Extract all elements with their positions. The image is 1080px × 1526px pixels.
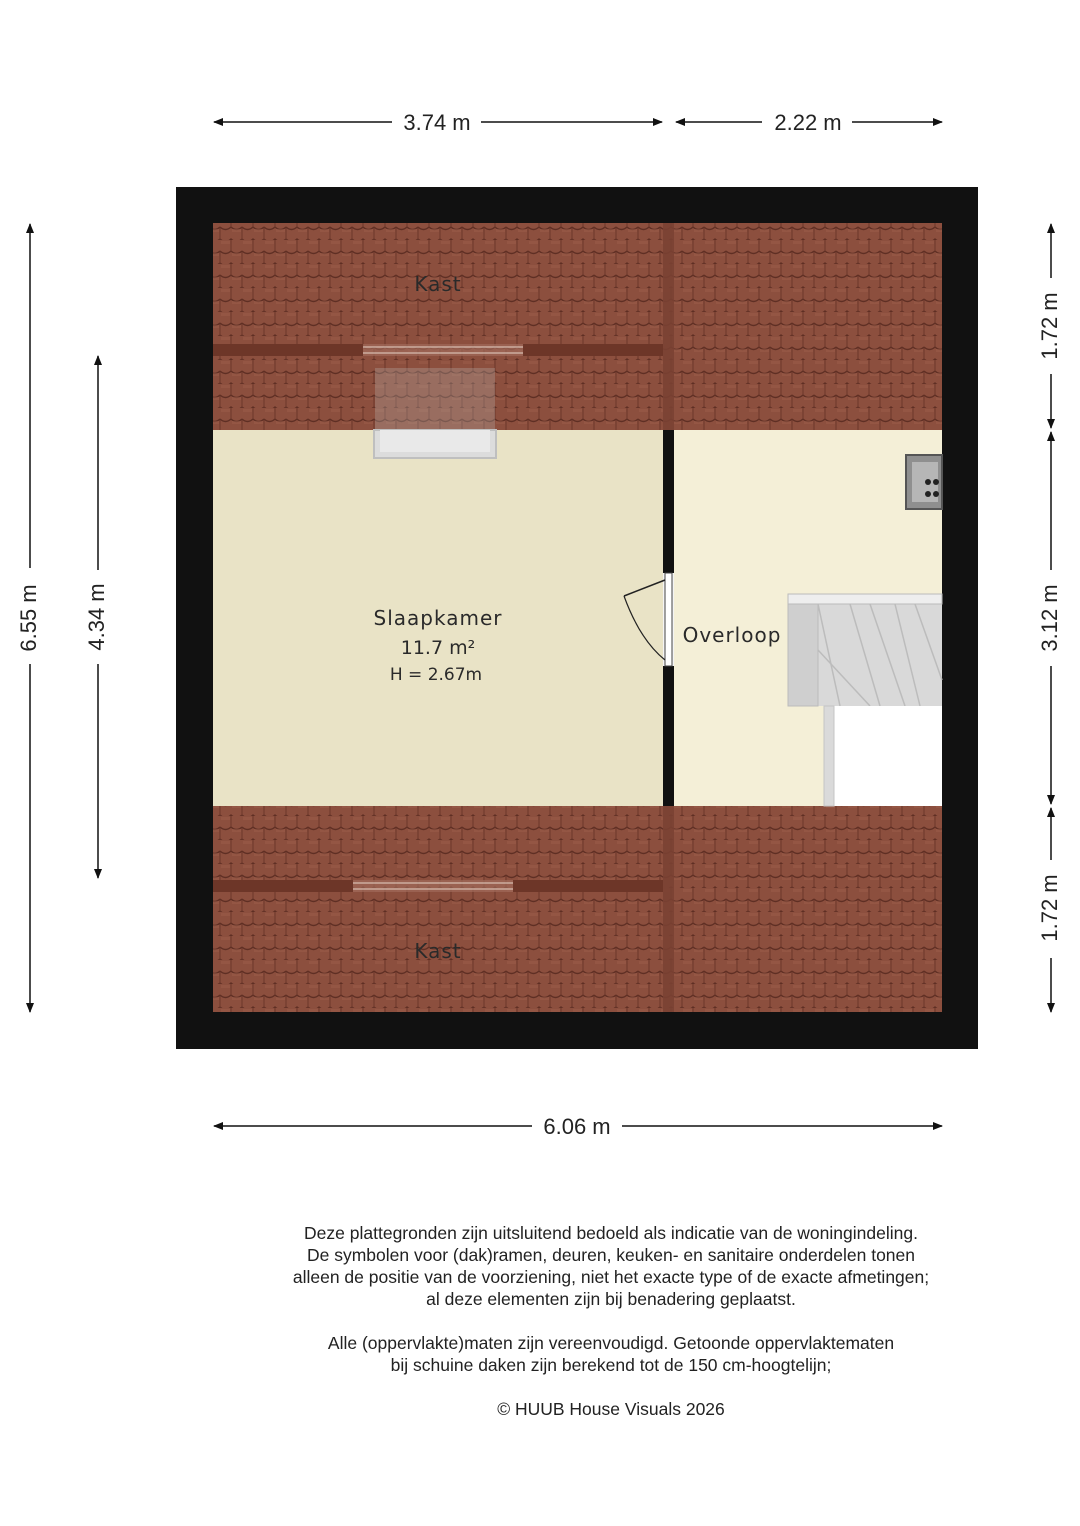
roof-seam-bottom [663, 806, 674, 1012]
kast-door-top [363, 344, 523, 356]
slaapkamer-height: H = 2.67m [389, 665, 483, 685]
disclaimer [200, 1222, 1022, 1420]
disclaimer-line: Alle (oppervlakte)maten zijn vereenvoudigd. Getoonde oppervlaktematen [327, 1333, 895, 1353]
disclaimer-line: al deze elementen zijn bij benadering geplaatst. [426, 1289, 796, 1309]
kast-wall-top-right [523, 344, 663, 356]
dim-right-bottom [1037, 808, 1062, 1012]
dim-bottom [214, 1114, 942, 1139]
copyright: © HUUB House Visuals 2026 [497, 1399, 725, 1419]
dim-left-inner-label: 4.34 m [83, 583, 109, 651]
slaapkamer-label: Slaapkamer [373, 606, 503, 630]
dim-left-outer [16, 224, 41, 1012]
disclaimer-line: alleen de positie van de voorziening, niet het exacte type of de exacte afmetingen; [292, 1267, 930, 1287]
dim-top-right-label: 2.22 m [774, 110, 842, 135]
chimney-icon [906, 455, 942, 509]
dim-bottom-label: 6.06 m [543, 1114, 611, 1139]
slaapkamer-area: 11.7 m² [400, 637, 476, 659]
kast-wall-top-left [213, 344, 363, 356]
kast-door-bottom [353, 880, 513, 892]
kast-top-label: Kast [414, 272, 462, 296]
dim-right-top-label: 1.72 m [1036, 292, 1062, 360]
kast-wall-bottom-left [213, 880, 353, 892]
disclaimer-line: bij schuine daken zijn berekend tot de 150 cm-hoogtelijn; [390, 1355, 832, 1375]
skylight [374, 368, 496, 458]
disclaimer-line: De symbolen voor (dak)ramen, deuren, keuken- en sanitaire onderdelen tonen [307, 1245, 915, 1265]
overloop-label: Overloop [682, 623, 782, 647]
kast-wall-bottom-right [513, 880, 663, 892]
roof-tiles-bottom [213, 806, 942, 1012]
dim-left-outer-label: 6.55 m [15, 584, 41, 652]
dim-top-left-label: 3.74 m [403, 110, 471, 135]
dim-right-bottom-label: 1.72 m [1036, 874, 1062, 942]
dim-top-left [214, 110, 662, 135]
disclaimer-line: Deze plattegronden zijn uitsluitend bedoeld als indicatie van de woningindeling. [304, 1223, 918, 1243]
dim-right-middle-label: 3.12 m [1036, 584, 1062, 652]
dim-right-top [1037, 224, 1062, 428]
dim-left-inner [84, 356, 109, 878]
roof-tiles-top [213, 223, 942, 430]
dim-right-middle [1037, 432, 1062, 804]
kast-bottom-label: Kast [414, 939, 462, 963]
dim-top-right [676, 110, 942, 135]
roof-seam-top [663, 223, 674, 430]
